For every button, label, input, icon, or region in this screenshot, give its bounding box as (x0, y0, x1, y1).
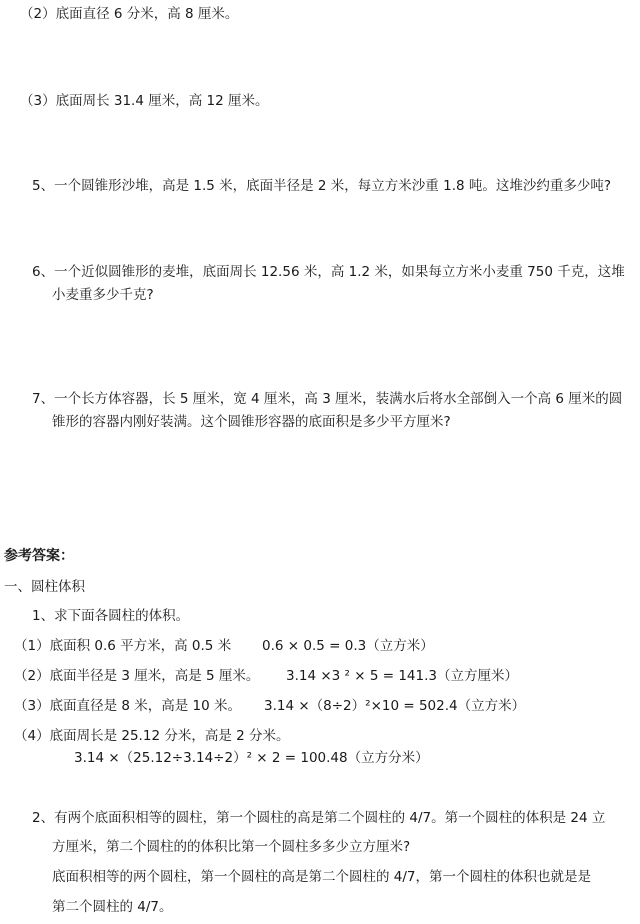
question-4-2: （2）底面直径 6 分米，高 8 厘米。 (20, 6, 239, 22)
question-6-line2: 小麦重多少千克? (52, 287, 154, 303)
question-5: 5、一个圆锥形沙堆，高是 1.5 米，底面半径是 2 米，每立方米沙重 1.8 吨。这堆沙约重多少吨? (32, 178, 612, 194)
answer-item2-line2: 方厘米，第二个圆柱的的体积比第一个圆柱多多少立方厘米? (52, 839, 411, 855)
answer-2-question: （2）底面半径是 3 厘米，高是 5 厘米。 (14, 668, 260, 684)
answer-1-question: （1）底面积 0.6 平方米，高 0.5 米 (14, 638, 232, 654)
question-7-line2: 锥形的容器内刚好装满。这个圆锥形容器的底面积是多少平方厘米? (52, 414, 451, 430)
answer-item2-line1: 2、有两个底面积相等的圆柱，第一个圆柱的高是第二个圆柱的 4/7。第一个圆柱的体积是 24 立 (32, 810, 606, 826)
answer-1-solution: 0.6 × 0.5 = 0.3（立方米） (262, 638, 434, 654)
question-6-line1: 6、一个近似圆锥形的麦堆，底面周长 12.56 米，高 1.2 米，如果每立方米小麦重 750 千克，这堆 (32, 264, 625, 280)
question-4-3: （3）底面周长 31.4 厘米，高 12 厘米。 (20, 93, 269, 109)
answer-item1-title: 1、求下面各圆柱的体积。 (32, 608, 190, 624)
question-7-line1: 7、一个长方体容器，长 5 厘米，宽 4 厘米，高 3 厘米，装满水后将水全部倒入一个高 6 厘米的圆 (32, 391, 623, 407)
answers-heading: 参考答案： (4, 548, 74, 564)
answer-4-solution: 3.14 ×（25.12÷3.14÷2）² × 2 = 100.48（立方分米） (74, 750, 429, 766)
section-cylinder-volume: 一、圆柱体积 (4, 579, 85, 595)
answer-item2-line4: 第二个圆柱的 4/7。 (52, 899, 173, 915)
answer-3-question: （3）底面直径是 8 米，高是 10 米。 (14, 698, 242, 714)
answer-3-solution: 3.14 ×（8÷2）²×10 = 502.4（立方米） (264, 698, 526, 714)
answer-item2-line3: 底面积相等的两个圆柱，第一个圆柱的高是第二个圆柱的 4/7，第一个圆柱的体积也就是是 (52, 869, 592, 885)
answer-2-solution: 3.14 ×3 ² × 5 = 141.3（立方厘米） (286, 668, 518, 684)
answer-4-question: （4）底面周长是 25.12 分米，高是 2 分米。 (14, 728, 290, 744)
